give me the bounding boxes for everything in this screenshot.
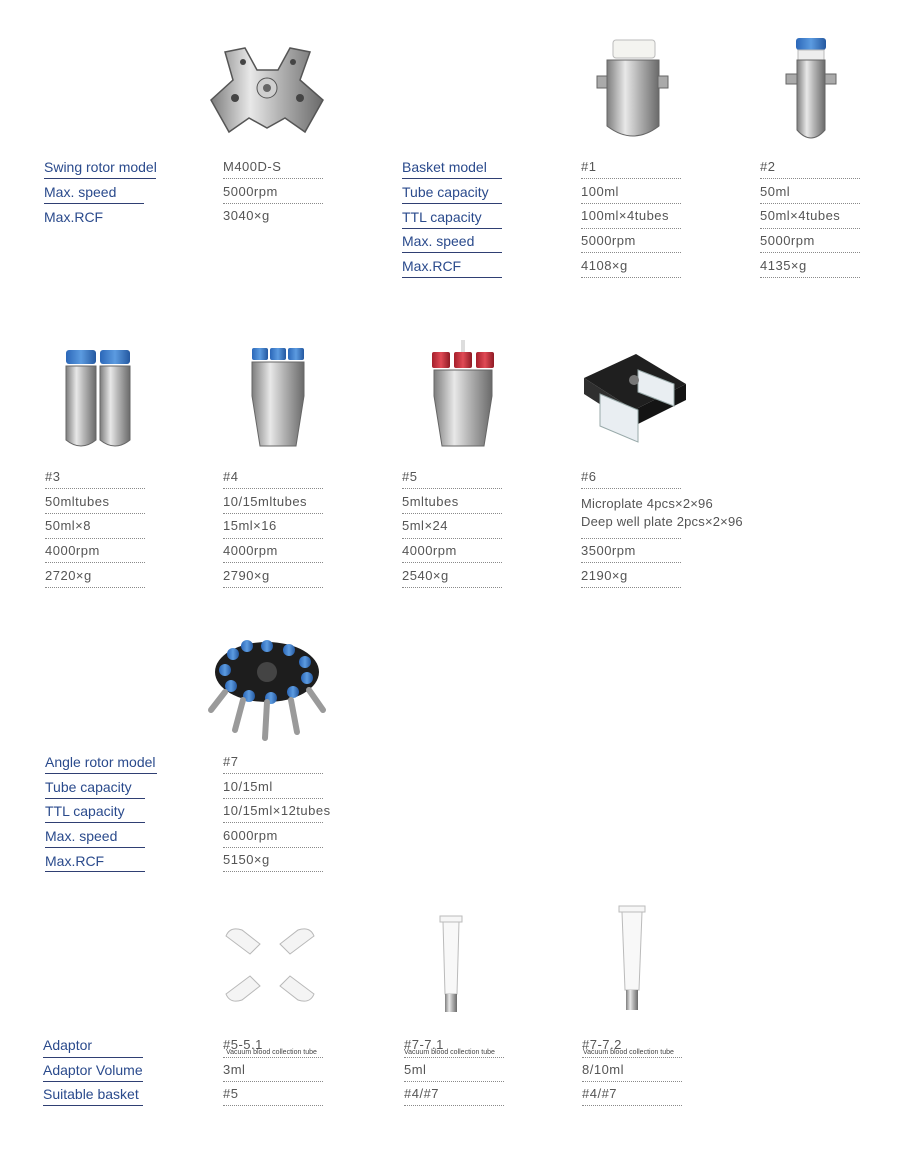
basket3-rcf: 2720×g bbox=[45, 568, 92, 583]
basket-2-image bbox=[780, 36, 840, 144]
basket-label-ttl-capacity: TTL capacity bbox=[402, 209, 482, 225]
plate-speed: 3500rpm bbox=[581, 543, 636, 558]
plate-model: #6 bbox=[581, 469, 597, 484]
adaptor2-basket: #4/#7 bbox=[404, 1086, 440, 1101]
divider bbox=[223, 488, 323, 489]
divider bbox=[223, 1057, 323, 1058]
divider bbox=[223, 203, 323, 204]
microplate-carrier-image bbox=[578, 350, 690, 450]
basket1-rcf: 4108×g bbox=[581, 258, 628, 273]
divider bbox=[43, 1057, 143, 1058]
divider bbox=[43, 1081, 143, 1082]
adaptor-label: Adaptor bbox=[43, 1037, 93, 1053]
divider bbox=[44, 178, 156, 179]
basket3-tube: 50mltubes bbox=[45, 494, 110, 509]
divider bbox=[402, 178, 502, 179]
basket-label-speed: Max. speed bbox=[402, 233, 475, 249]
divider bbox=[45, 488, 145, 489]
basket5-rcf: 2540×g bbox=[402, 568, 449, 583]
divider bbox=[45, 847, 145, 848]
adaptor-volume-label: Adaptor Volume bbox=[43, 1062, 143, 1078]
divider bbox=[223, 1105, 323, 1106]
angle-value-tube: 10/15ml bbox=[223, 779, 273, 794]
adaptor1-basket: #5 bbox=[223, 1086, 239, 1101]
angle-label-tube-capacity: Tube capacity bbox=[45, 779, 132, 795]
divider bbox=[581, 178, 681, 179]
angle-label-model: Angle rotor model bbox=[45, 754, 156, 770]
basket-1-image bbox=[595, 38, 670, 143]
basket2-rcf: 4135×g bbox=[760, 258, 807, 273]
divider bbox=[45, 773, 157, 774]
divider bbox=[581, 562, 681, 563]
adaptor3-note: Vacuum blood collection tube bbox=[583, 1049, 674, 1056]
angle-value-model: #7 bbox=[223, 754, 239, 769]
swing-label-speed: Max. speed bbox=[44, 184, 117, 200]
basket3-model: #3 bbox=[45, 469, 61, 484]
adaptor3-model: #7-7.2 bbox=[582, 1037, 622, 1052]
plate-rcf: 2190×g bbox=[581, 568, 628, 583]
basket-5-image bbox=[428, 340, 498, 452]
divider bbox=[45, 538, 145, 539]
adaptor2-volume: 5ml bbox=[404, 1062, 427, 1077]
divider bbox=[223, 562, 323, 563]
divider bbox=[581, 587, 681, 588]
divider bbox=[581, 228, 681, 229]
adaptor1-note: Vacuum blood collection tube bbox=[226, 1049, 317, 1056]
angle-value-ttl: 10/15ml×12tubes bbox=[223, 803, 331, 818]
divider bbox=[402, 513, 502, 514]
adaptor2-note: Vacuum blood collection tube bbox=[404, 1049, 495, 1056]
swing-value-model: M400D-S bbox=[223, 159, 282, 174]
divider bbox=[581, 252, 681, 253]
angle-label-speed: Max. speed bbox=[45, 828, 118, 844]
divider bbox=[760, 277, 860, 278]
plate-deep-well: Deep well plate 2pcs×2×96 bbox=[581, 514, 743, 529]
divider bbox=[760, 228, 860, 229]
basket4-rcf: 2790×g bbox=[223, 568, 270, 583]
divider bbox=[402, 562, 502, 563]
suitable-basket-label: Suitable basket bbox=[43, 1086, 139, 1102]
divider bbox=[223, 871, 323, 872]
adaptor-7-7-1-image bbox=[436, 914, 466, 1014]
divider bbox=[223, 513, 323, 514]
divider bbox=[404, 1081, 504, 1082]
divider bbox=[223, 773, 323, 774]
plate-microplate: Microplate 4pcs×2×96 bbox=[581, 496, 713, 511]
adaptor1-volume: 3ml bbox=[223, 1062, 246, 1077]
divider bbox=[223, 798, 323, 799]
basket-3-image bbox=[60, 348, 140, 450]
divider bbox=[581, 488, 681, 489]
basket5-speed: 4000rpm bbox=[402, 543, 457, 558]
divider bbox=[402, 488, 502, 489]
adaptor2-model: #7-7.1 bbox=[404, 1037, 444, 1052]
divider bbox=[44, 203, 144, 204]
divider bbox=[402, 587, 502, 588]
basket4-model: #4 bbox=[223, 469, 239, 484]
divider bbox=[223, 847, 323, 848]
basket-label-rcf: Max.RCF bbox=[402, 258, 462, 274]
basket3-speed: 4000rpm bbox=[45, 543, 100, 558]
divider bbox=[581, 277, 681, 278]
divider bbox=[581, 538, 681, 539]
basket-label-model: Basket model bbox=[402, 159, 487, 175]
divider bbox=[223, 1081, 323, 1082]
basket1-speed: 5000rpm bbox=[581, 233, 636, 248]
divider bbox=[582, 1081, 682, 1082]
swing-rotor-image bbox=[205, 40, 330, 140]
basket2-tube-capacity: 50ml bbox=[760, 184, 791, 199]
swing-label-rcf: Max.RCF bbox=[44, 209, 104, 225]
divider bbox=[404, 1057, 504, 1058]
divider bbox=[402, 228, 502, 229]
angle-value-rcf: 5150×g bbox=[223, 852, 270, 867]
adaptor-5-5-1-image bbox=[220, 920, 320, 1010]
angle-value-speed: 6000rpm bbox=[223, 828, 278, 843]
divider bbox=[760, 178, 860, 179]
divider bbox=[223, 587, 323, 588]
adaptor3-basket: #4/#7 bbox=[582, 1086, 618, 1101]
basket5-model: #5 bbox=[402, 469, 418, 484]
divider bbox=[223, 538, 323, 539]
basket2-model: #2 bbox=[760, 159, 776, 174]
basket4-speed: 4000rpm bbox=[223, 543, 278, 558]
divider bbox=[582, 1057, 682, 1058]
basket1-tube-capacity: 100ml bbox=[581, 184, 619, 199]
adaptor3-volume: 8/10ml bbox=[582, 1062, 625, 1077]
adaptor-7-7-2-image bbox=[616, 904, 648, 1014]
divider bbox=[402, 538, 502, 539]
divider bbox=[223, 822, 323, 823]
divider bbox=[45, 822, 145, 823]
basket4-tube: 10/15mltubes bbox=[223, 494, 308, 509]
divider bbox=[402, 203, 502, 204]
divider bbox=[760, 252, 860, 253]
basket-label-tube-capacity: Tube capacity bbox=[402, 184, 489, 200]
angle-rotor-image bbox=[205, 632, 330, 744]
angle-label-ttl-capacity: TTL capacity bbox=[45, 803, 125, 819]
divider bbox=[45, 587, 145, 588]
basket-4-image bbox=[246, 346, 310, 452]
divider bbox=[581, 203, 681, 204]
divider bbox=[402, 252, 502, 253]
basket3-ttl: 50ml×8 bbox=[45, 518, 91, 533]
divider bbox=[43, 1105, 143, 1106]
divider bbox=[45, 798, 145, 799]
basket2-ttl-capacity: 50ml×4tubes bbox=[760, 208, 841, 223]
divider bbox=[760, 203, 860, 204]
basket5-ttl: 5ml×24 bbox=[402, 518, 448, 533]
basket2-speed: 5000rpm bbox=[760, 233, 815, 248]
swing-value-speed: 5000rpm bbox=[223, 184, 278, 199]
divider bbox=[402, 277, 502, 278]
basket4-ttl: 15ml×16 bbox=[223, 518, 277, 533]
adaptor1-model: #5-5.1 bbox=[223, 1037, 263, 1052]
divider bbox=[45, 513, 145, 514]
swing-label-model: Swing rotor model bbox=[44, 159, 157, 175]
divider bbox=[45, 562, 145, 563]
divider bbox=[582, 1105, 682, 1106]
divider bbox=[404, 1105, 504, 1106]
basket1-model: #1 bbox=[581, 159, 597, 174]
basket1-ttl-capacity: 100ml×4tubes bbox=[581, 208, 670, 223]
angle-label-rcf: Max.RCF bbox=[45, 853, 105, 869]
basket5-tube: 5mltubes bbox=[402, 494, 459, 509]
swing-value-rcf: 3040×g bbox=[223, 208, 270, 223]
divider bbox=[223, 178, 323, 179]
divider bbox=[45, 871, 145, 872]
